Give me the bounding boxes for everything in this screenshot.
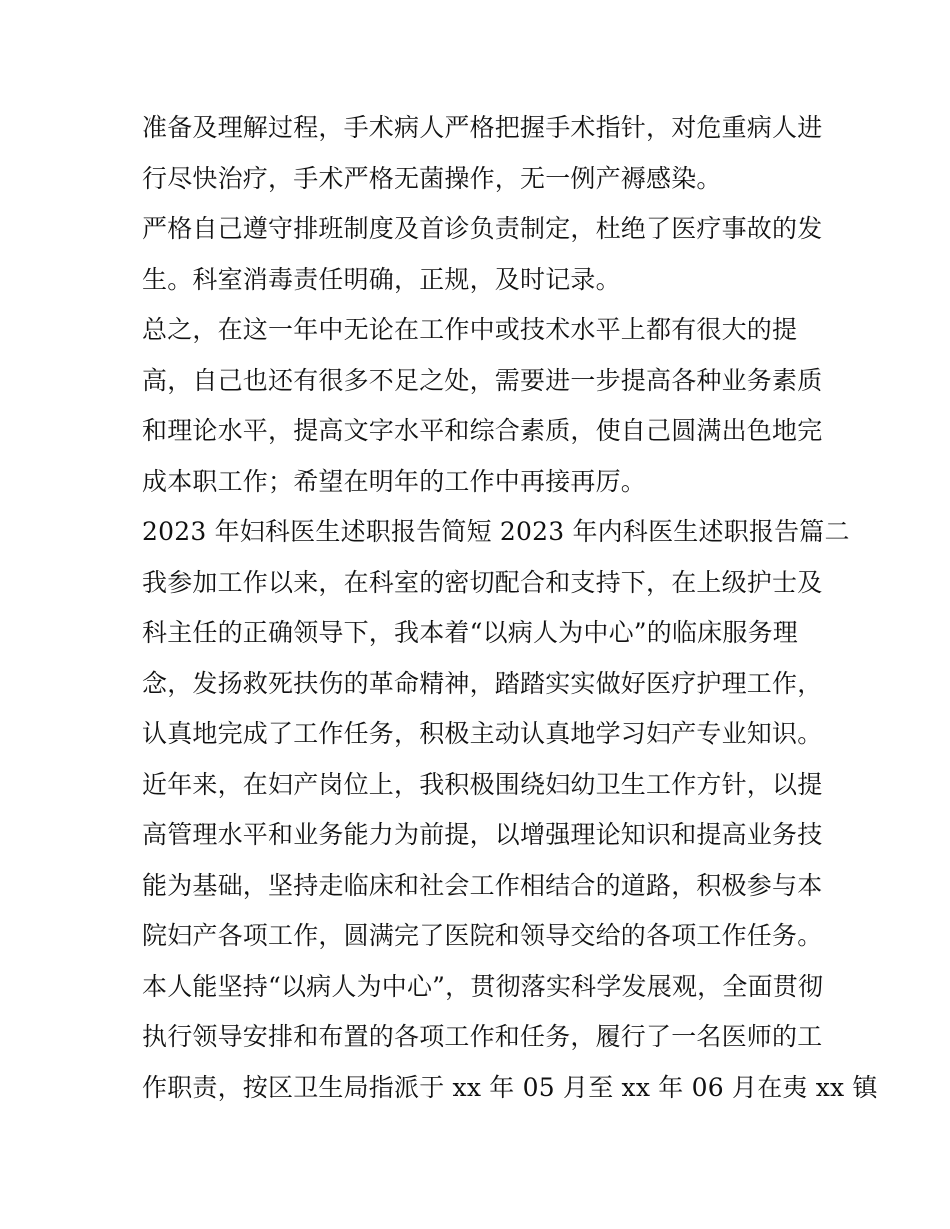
text-line: 我参加工作以来，在科室的密切配合和支持下，在上级护士及	[142, 567, 823, 597]
text-line: 准备及理解过程，手术病人严格把握手术指针，对危重病人进	[142, 113, 823, 142]
text-line: 执行领导安排和布置的各项工作和任务，履行了一名医师的工	[142, 1022, 823, 1051]
text-line: 总之，在这一年中无论在工作中或技术水平上都有很大的提	[142, 315, 798, 344]
text-line: 本人能坚持“以病人为中心”，贯彻落实科学发展观，全面贯彻	[142, 971, 824, 1001]
text-line: 和理论水平，提高文字水平和综合素质，使自己圆满出色地完	[142, 416, 823, 445]
text-line: 高，自己也还有很多不足之处，需要进一步提高各种业务素质	[142, 365, 823, 395]
text-line: 院妇产各项工作，圆满完了医院和领导交给的各项工作任务。	[142, 921, 823, 950]
text-line: 念，发扬救死扶伤的革命精神，踏踏实实做好医疗护理工作，	[142, 668, 823, 698]
text-line: 作职责，按区卫生局指派于 xx 年 05 月至 xx 年 06 月在夷 xx 镇	[142, 1072, 878, 1102]
text-line: 近年来，在妇产岗位上，我积极围绕妇幼卫生工作方针，以提	[142, 769, 823, 799]
text-line: 科主任的正确领导下，我本着“以病人为中心”的临床服务理	[142, 618, 798, 647]
text-line: 高管理水平和业务能力为前提，以增强理论知识和提高业务技	[142, 820, 823, 849]
document-body	[142, 103, 878, 1113]
text-line: 认真地完成了工作任务，积极主动认真地学习妇产专业知识。	[142, 719, 823, 748]
text-line: 生。科室消毒责任明确，正规，及时记录。	[142, 264, 621, 294]
section-heading-line: 2023 年妇科医生述职报告简短 2023 年内科医生述职报告篇二	[142, 517, 850, 546]
text-line: 成本职工作；希望在明年的工作中再接再厉。	[142, 466, 647, 496]
text-line: 能为基础，坚持走临床和社会工作相结合的道路，积极参与本	[142, 870, 823, 900]
text-line: 行尽快治疗，手术严格无菌操作，无一例产褥感染。	[142, 163, 722, 193]
text-line: 严格自己遵守排班制度及首诊负责制定，杜绝了医疗事故的发	[142, 214, 823, 243]
